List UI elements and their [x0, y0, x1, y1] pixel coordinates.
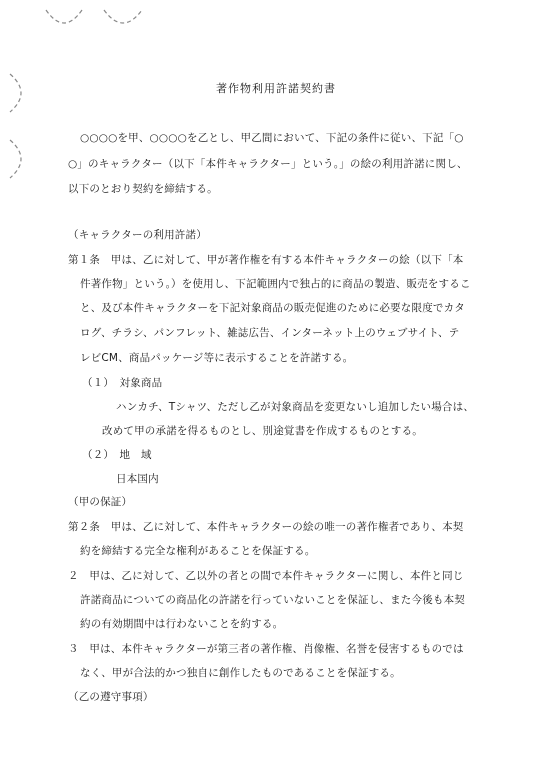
- preamble-line: ○」のキャラクター（以下「本件キャラクター」という。」の絵の利用許諾に関し、: [68, 158, 468, 170]
- document-title: 著作物利用許諾契約書: [216, 82, 336, 95]
- article-2-para-2-line: ２ 甲は、乙に対して、乙以外の者との間で本件キャラクターに関し、本件と同じ: [68, 570, 464, 582]
- article-2-para-3-line: なく、甲が合法的かつ独自に創作したものであることを保証する。: [80, 667, 401, 679]
- preamble-line: 以下のとおり契約を締結する。: [68, 183, 218, 195]
- article-2-para-2-line: 約の有効期間中は行わないことを約する。: [80, 618, 284, 630]
- section-heading-warranty: （甲の保証）: [68, 496, 133, 508]
- article-2-para-3-line: ３ 甲は、本件キャラクターが第三者の著作権、肖像権、名誉を侵害するものでは: [68, 643, 464, 655]
- article-1-line: と、及び本件キャラクターを下記対象商品の販売促進のために必要な限度でカタ: [80, 302, 465, 314]
- article-1-line: レビCM、商品パッケージ等に表示することを許諾する。: [80, 352, 354, 364]
- item-1-body-line: 改めて甲の承諾を得るものとし、別途覚書を作成するものとする。: [102, 425, 423, 437]
- item-1-heading: （１） 対象商品: [82, 377, 163, 389]
- article-2-para-2-line: 許諾商品についての商品化の許諾を行っていないことを保証し、また今後も本契: [80, 594, 465, 606]
- section-heading-obligations: （乙の遵守事項）: [68, 691, 154, 703]
- article-2-line: 第２条 甲は、乙に対して、本件キャラクターの絵の唯一の著作権者であり、本契: [68, 521, 464, 533]
- article-1-line: 件著作物」という。）を使用し、下記範囲内で独占的に商品の製造、販売をするこ: [80, 278, 471, 290]
- punch-hole-mark-top-right: [102, 6, 144, 28]
- punch-hole-mark-top-left: [44, 6, 84, 28]
- preamble-line: ○○○○を甲、○○○○を乙とし、甲乙間において、下記の条件に従い、下記「○: [80, 132, 464, 144]
- article-1-line: ログ、チラシ、パンフレット、雑誌広告、インターネット上のウェブサイト、テ: [80, 327, 460, 339]
- section-heading-character-license: （キャラクターの利用許諾）: [68, 229, 207, 241]
- punch-hole-mark-left-lower: [4, 138, 26, 180]
- item-2-heading: （２） 地 域: [82, 449, 152, 461]
- article-2-line: 約を締結する完全な権利があることを保証する。: [80, 545, 316, 557]
- article-1-line: 第１条 甲は、乙に対して、甲が著作権を有する本件キャラクターの絵（以下「本: [68, 254, 464, 266]
- item-2-body: 日本国内: [116, 473, 159, 485]
- item-1-body-line: ハンカチ、Tシャツ、ただし乙が対象商品を変更ないし追加したい場合は、: [116, 401, 475, 413]
